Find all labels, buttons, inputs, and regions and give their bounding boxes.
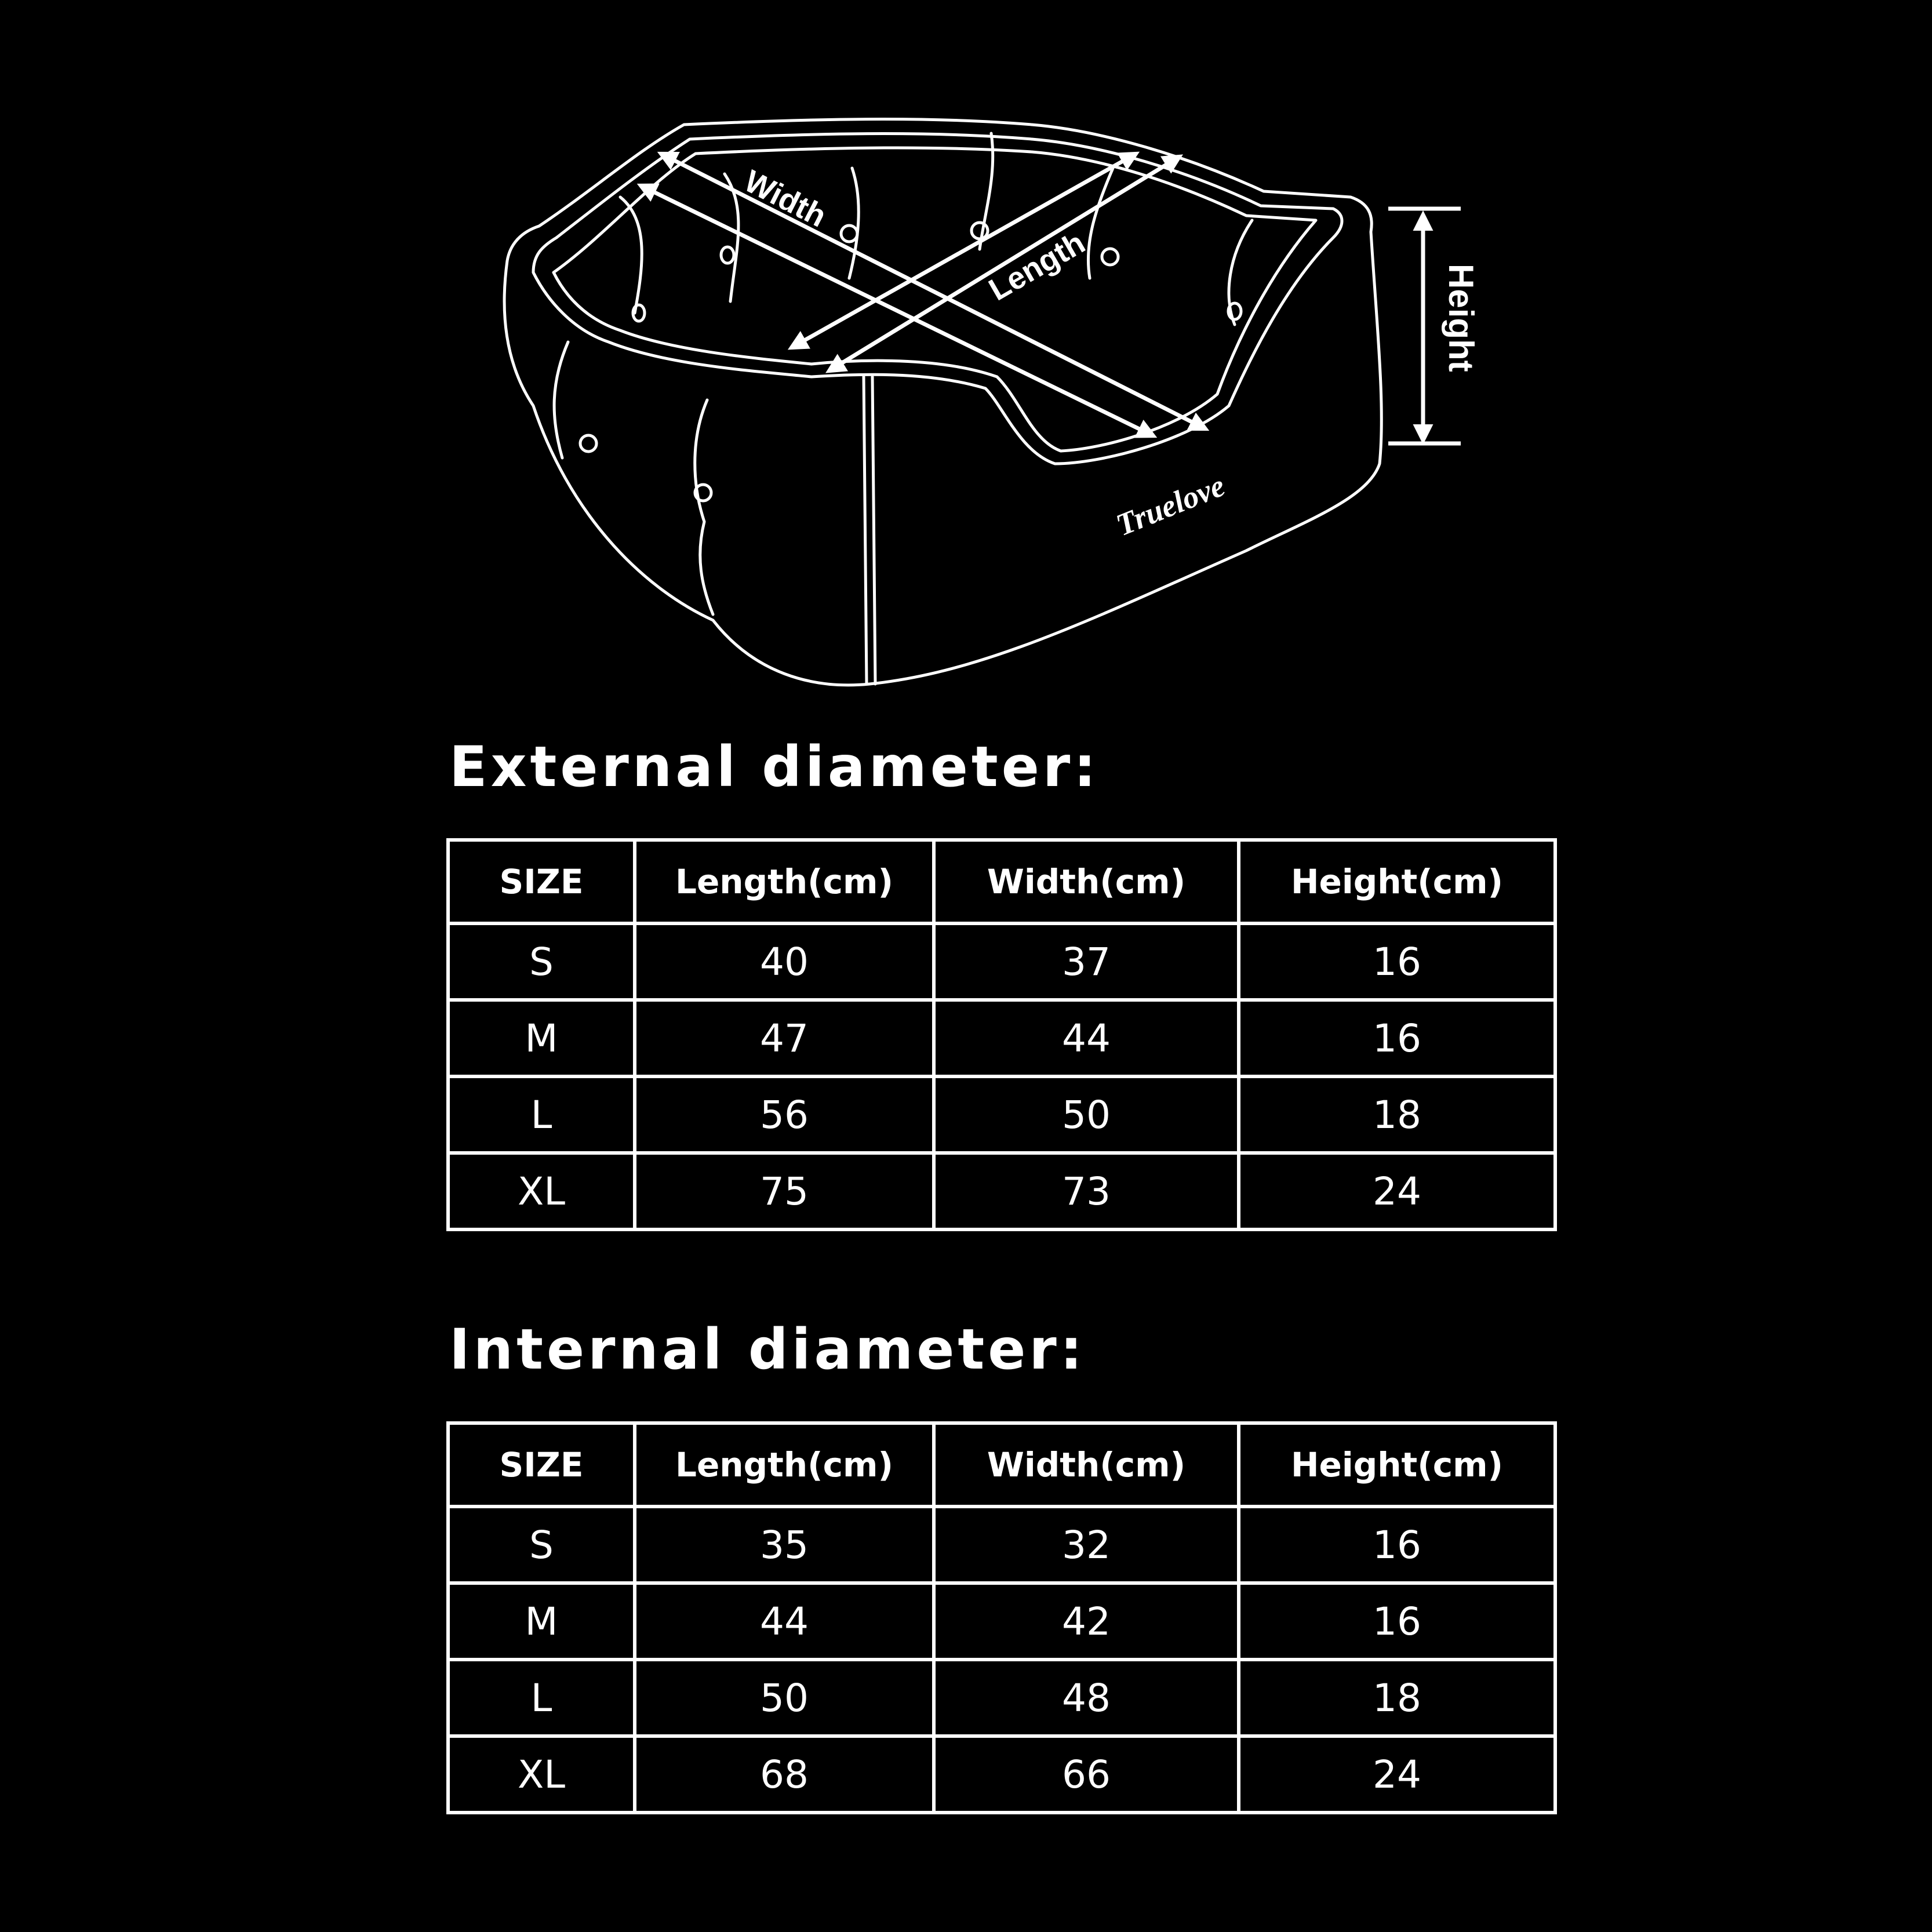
cell-size: M bbox=[448, 1583, 635, 1660]
cell-size: M bbox=[448, 1000, 635, 1076]
header-height: Height(cm) bbox=[1239, 1423, 1555, 1507]
table-row bbox=[448, 1660, 1555, 1736]
table-row bbox=[448, 1583, 1555, 1660]
cell-width: 44 bbox=[934, 1000, 1239, 1076]
table-header-row bbox=[448, 840, 1555, 923]
cell-width: 37 bbox=[934, 923, 1239, 1000]
header-length: Length(cm) bbox=[635, 1423, 934, 1507]
width-label: Width bbox=[738, 163, 832, 234]
table-row bbox=[448, 1000, 1555, 1076]
cell-width: 73 bbox=[934, 1153, 1239, 1229]
table-row bbox=[448, 1507, 1555, 1583]
cell-width: 50 bbox=[934, 1076, 1239, 1153]
bed-outer-rim bbox=[504, 119, 1381, 685]
cell-size: S bbox=[448, 923, 635, 1000]
width-arrow-2 bbox=[641, 185, 1154, 436]
external-size-table bbox=[446, 838, 1557, 1231]
cell-height: 24 bbox=[1239, 1153, 1555, 1229]
cell-length: 44 bbox=[635, 1583, 934, 1660]
header-size: SIZE bbox=[448, 840, 635, 923]
table-row bbox=[448, 1076, 1555, 1153]
cell-size: L bbox=[448, 1660, 635, 1736]
header-height: Height(cm) bbox=[1239, 840, 1555, 923]
cell-length: 50 bbox=[635, 1660, 934, 1736]
header-width: Width(cm) bbox=[934, 840, 1239, 923]
header-width: Width(cm) bbox=[934, 1423, 1239, 1507]
cell-length: 75 bbox=[635, 1153, 934, 1229]
table-header-row bbox=[448, 1423, 1555, 1507]
cell-height: 18 bbox=[1239, 1660, 1555, 1736]
cell-height: 16 bbox=[1239, 1507, 1555, 1583]
header-size: SIZE bbox=[448, 1423, 635, 1507]
table-row bbox=[448, 923, 1555, 1000]
internal-diameter-title: Internal diameter: bbox=[449, 1317, 1086, 1382]
height-label: Height bbox=[1442, 264, 1480, 372]
cell-width: 66 bbox=[934, 1736, 1239, 1813]
cell-length: 56 bbox=[635, 1076, 934, 1153]
cell-size: XL bbox=[448, 1736, 635, 1813]
brand-label: Truelove bbox=[1111, 468, 1230, 543]
cell-height: 16 bbox=[1239, 1000, 1555, 1076]
cell-height: 18 bbox=[1239, 1076, 1555, 1153]
pet-bed-diagram bbox=[0, 0, 1932, 725]
cell-size: L bbox=[448, 1076, 635, 1153]
cell-width: 48 bbox=[934, 1660, 1239, 1736]
length-label: Length bbox=[983, 225, 1091, 308]
cell-height: 16 bbox=[1239, 923, 1555, 1000]
cell-height: 24 bbox=[1239, 1736, 1555, 1813]
header-length: Length(cm) bbox=[635, 840, 934, 923]
external-diameter-title: External diameter: bbox=[449, 734, 1100, 799]
cell-height: 16 bbox=[1239, 1583, 1555, 1660]
internal-size-table bbox=[446, 1421, 1557, 1814]
cell-length: 68 bbox=[635, 1736, 934, 1813]
cell-size: XL bbox=[448, 1153, 635, 1229]
cell-width: 42 bbox=[934, 1583, 1239, 1660]
cell-width: 32 bbox=[934, 1507, 1239, 1583]
cell-length: 47 bbox=[635, 1000, 934, 1076]
cell-length: 40 bbox=[635, 923, 934, 1000]
table-row bbox=[448, 1736, 1555, 1813]
cell-length: 35 bbox=[635, 1507, 934, 1583]
cell-size: S bbox=[448, 1507, 635, 1583]
table-row bbox=[448, 1153, 1555, 1229]
